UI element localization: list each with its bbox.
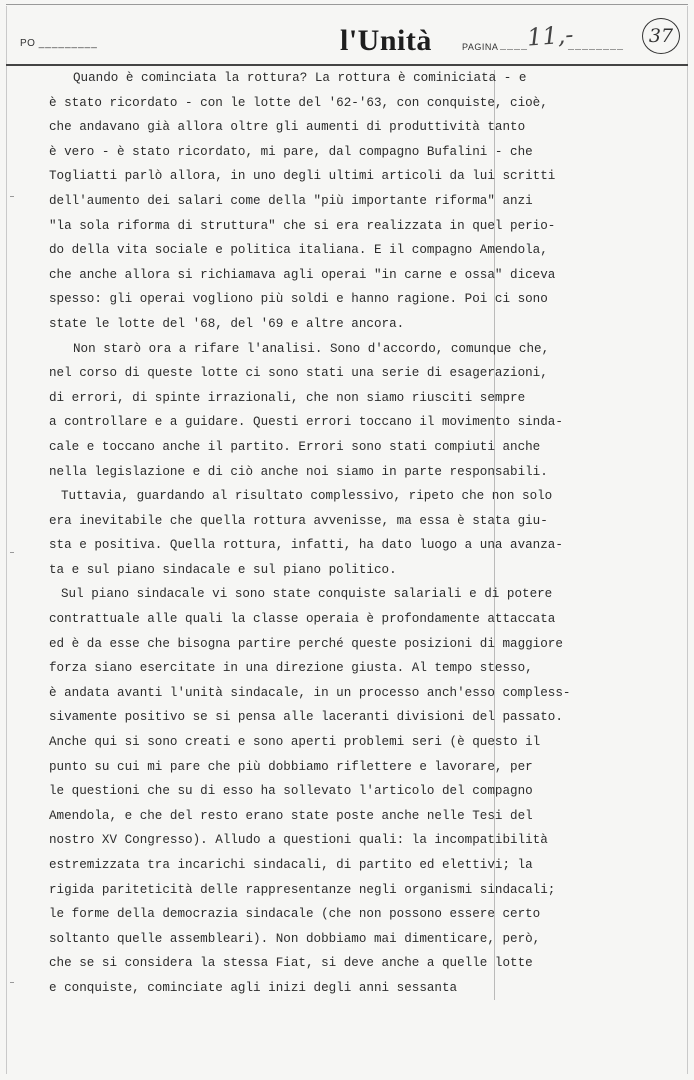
tipo-label: PO <box>20 38 36 49</box>
text-line: Anche qui si sono creati e sono aperti problemi seri (è questo il <box>49 735 541 750</box>
body-text <box>49 66 571 1001</box>
text-line: è vero - è stato ricordato, mi pare, dal compagno Bufalini - che <box>49 144 533 159</box>
tipo-blank: _________ <box>38 38 98 49</box>
text-line: Tuttavia, guardando al risultato complessivo, ripeto che non solo <box>61 489 553 504</box>
text-line: Quando è cominciata la rottura? La rottura è cominiciata - e <box>73 71 527 85</box>
text-line: forza siano esercitate in una direzione giusta. Al tempo stesso, <box>49 661 533 676</box>
text-line: che se si considera la stessa Fiat, si deve anche a quelle lotte <box>49 956 533 971</box>
text-line: le forme della democrazia sindacale (che non possono essere certo <box>49 907 541 922</box>
text-line: spesso: gli operai vogliono più soldi e hanno ragione. Poi ci sono <box>49 292 548 307</box>
pagina-blank-suffix: ________ <box>568 42 625 53</box>
pagina-handwritten-value: 11,- <box>526 20 575 52</box>
text-line: è stato ricordato - con le lotte del '62-'63, con conquiste, cioè, <box>49 95 548 110</box>
text-line: Amendola, e che del resto erano state poste anche nelle Tesi del <box>49 808 533 823</box>
left-margin-line <box>6 6 7 1074</box>
circled-page-number: 37 <box>642 18 680 54</box>
text-line: ta e sul piano sindacale e sul piano politico. <box>49 562 397 577</box>
text-line: estremizzata tra incarichi sindacali, di partito ed elettivi; la <box>49 858 533 872</box>
text-line: e conquiste, cominciate agli inizi degli anni sessanta <box>49 980 458 995</box>
text-line: "la sola riforma di struttura" che si era realizzata in quel perio- <box>49 218 556 233</box>
text-line: do della vita sociale e politica italiana. E il compagno Amendola, <box>49 243 548 258</box>
top-rule <box>6 4 688 5</box>
text-line: punto su cui mi pare che più dobbiamo riflettere e lavorare, per <box>49 759 533 774</box>
text-line: nostro XV Congresso). Alludo a questioni quali: la incompatibilità <box>49 833 548 848</box>
text-line: contrattuale alle quali la classe operaia è profondamente attaccata <box>49 612 556 627</box>
text-line: ed è da esse che bisogna partire perché queste posizioni di maggiore <box>49 636 563 651</box>
text-line: era inevitabile che quella rottura avvenisse, ma essa è stata giu- <box>49 513 548 528</box>
text-line: a controllare e a guidare. Questi errori toccano il movimento sinda- <box>49 415 563 430</box>
text-line: che anche allora si richiamava agli operai "in carne e ossa" diceva <box>49 267 556 282</box>
text-line: Non starò ora a rifare l'analisi. Sono d'accordo, comunque che, <box>73 341 550 356</box>
text-line: rigida pariteticità delle rappresentanze negli organismi sindacali; <box>49 882 556 897</box>
tipo-field <box>20 38 98 49</box>
text-line: sivamente positivo se si pensa alle laceranti divisioni del passato. <box>49 710 563 725</box>
text-line: che andavano già allora oltre gli aumenti di produttività tanto <box>49 120 526 135</box>
text-line: state le lotte del '68, del '69 e altre ancora. <box>49 316 405 331</box>
text-line: di errori, di spinte irrazionali, che non siamo riusciti sempre <box>49 390 526 405</box>
text-line: è andata avanti l'unità sindacale, in un processo anch'esso compless- <box>49 685 571 700</box>
text-line: cale e toccano anche il partito. Errori sono stati compiuti anche <box>49 439 541 454</box>
margin-tick <box>10 552 14 553</box>
pagina-blank-prefix: ____ <box>500 42 529 53</box>
text-line: le questioni che su di esso ha sollevato l'articolo del compagno <box>49 784 533 799</box>
text-line: nel corso di queste lotte ci sono stati una serie di esagerazioni, <box>49 366 548 381</box>
text-line: nella legislazione e di ciò anche noi siamo in parte responsabili. <box>49 464 548 479</box>
text-line: sta e positiva. Quella rottura, infatti, ha dato luogo a una avanza- <box>49 538 563 553</box>
pagina-label: PAGINA <box>462 42 499 52</box>
masthead: l'Unità <box>340 24 432 57</box>
margin-tick <box>10 982 14 983</box>
text-line: Sul piano sindacale vi sono state conquiste salariali e di potere <box>61 587 553 602</box>
text-line: dell'aumento dei salari come della "più importante riforma" anzi <box>49 193 533 208</box>
margin-tick <box>10 196 14 197</box>
text-line: Togliatti parlò allora, in uno degli ultimi articoli da lui scritti <box>49 169 556 184</box>
text-line: soltanto quelle assembleari). Non dobbiamo mai dimenticare, però, <box>49 931 541 946</box>
right-margin-line <box>687 6 688 1074</box>
